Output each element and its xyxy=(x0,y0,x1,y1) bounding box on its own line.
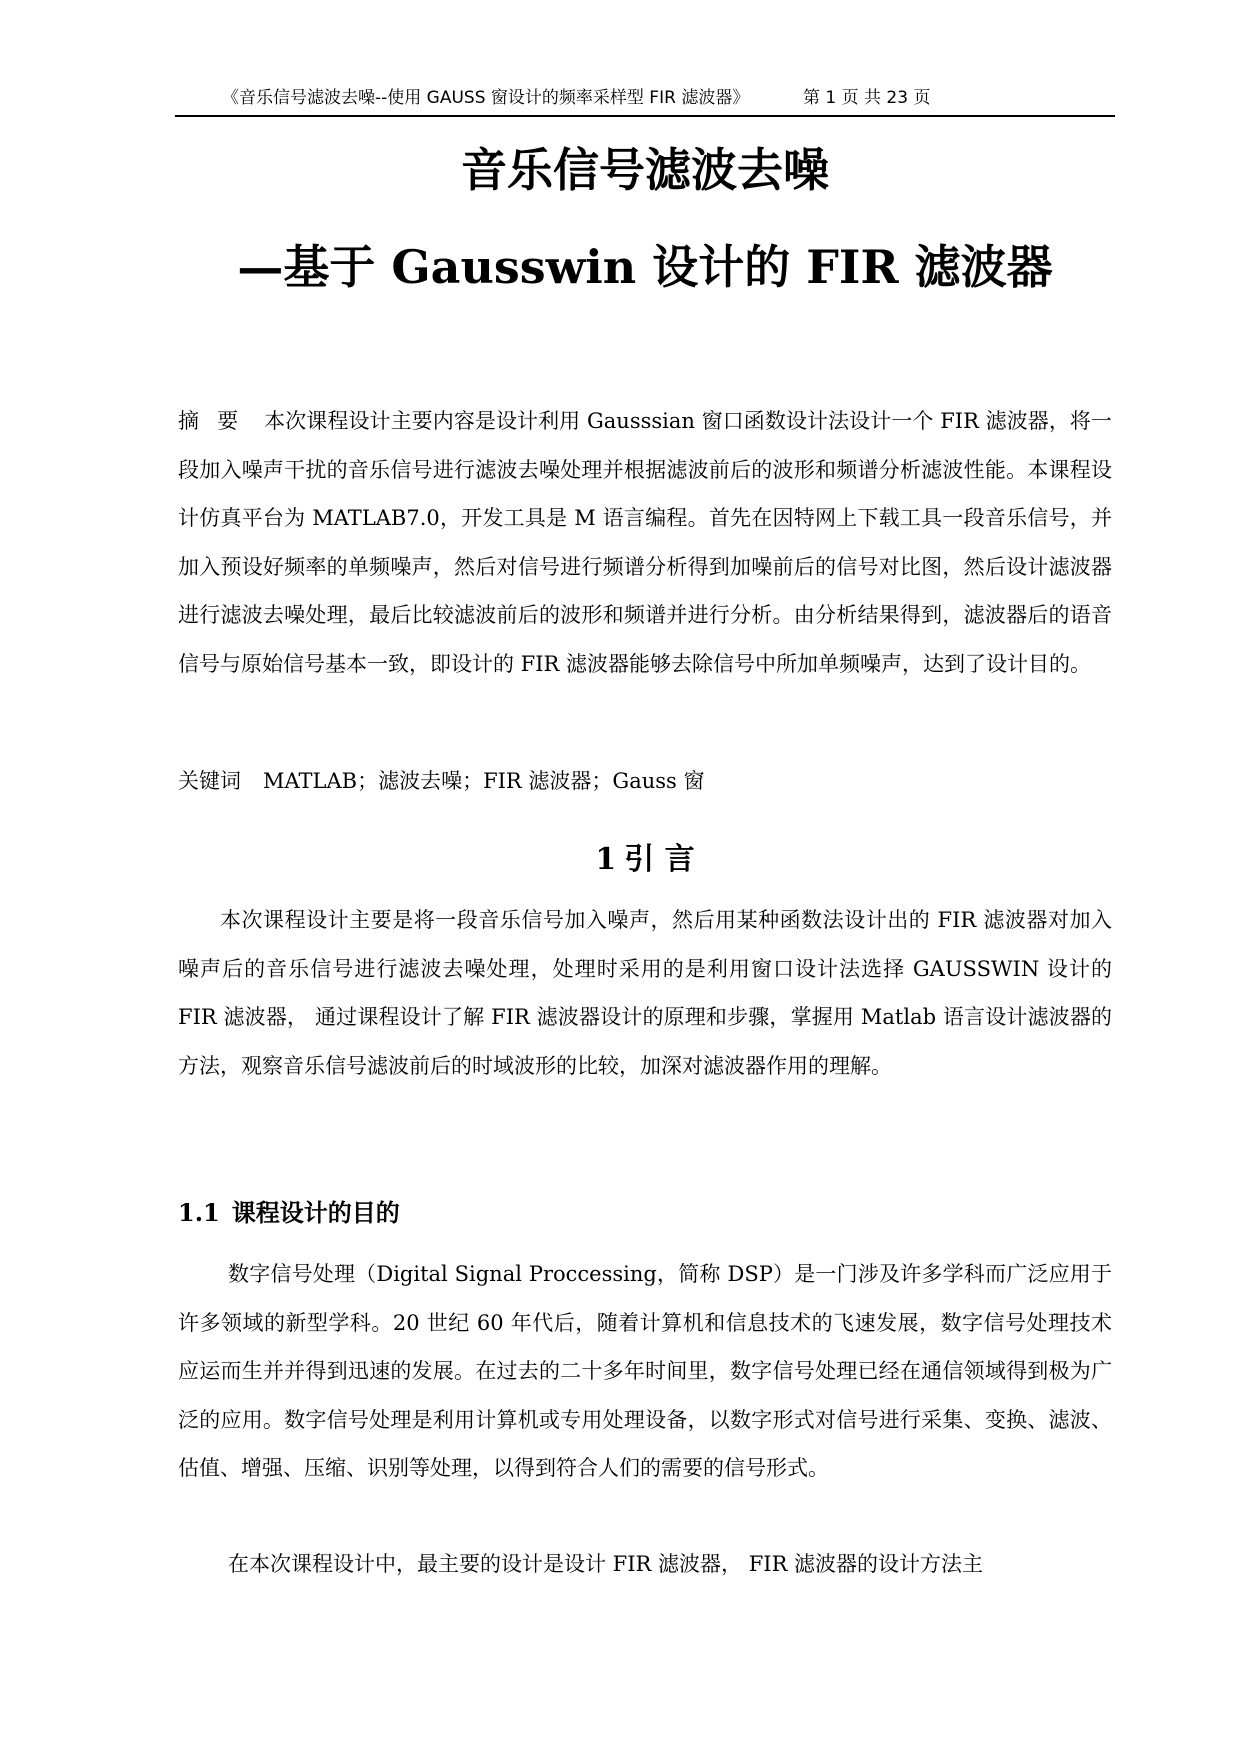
design-paragraph: 在本次课程设计中，最主要的设计是设计 FIR 滤波器， FIR 滤波器的设计方法主 xyxy=(228,1552,984,1576)
header-rule xyxy=(175,115,1115,117)
section-heading-introduction xyxy=(175,838,1115,882)
subsection-title: 课程设计的目的 xyxy=(231,1199,400,1227)
abstract xyxy=(178,397,1112,688)
subsection-number: 1.1 xyxy=(178,1198,220,1227)
document-title: 音乐信号滤波去噪 xyxy=(461,143,829,197)
keywords-text: MATLAB；滤波去噪；FIR 滤波器；Gauss 窗 xyxy=(263,769,705,793)
subsection-heading-purpose xyxy=(178,1193,400,1233)
header-page-info: 第 1 页 共 23 页 xyxy=(803,88,931,108)
abstract-label: 摘要 xyxy=(178,409,257,433)
abstract-text: 本次课程设计主要内容是设计利用 Gausssian 窗口函数设计法设计一个 FIR 滤波器，将一段加入噪声干扰的音乐信号进行滤波去噪处理并根据滤波前后的波形和频谱分析滤波性能。本课程设计仿真平台为 MATLAB7.0，开发工具是 M 语言编程。首先在因特网上下载工具一段音乐信号，并加入预设好频率的单频噪声，然后对信号进行频谱分析得到加噪前后的信号对比图，然后设计滤波器进行滤波去噪处理，最后比较滤波前后的波形和频谱并进行分析。由分析结果得到，滤波器后的语音信号与原始信号基本一致，即设计的 FIR 滤波器能够去除信号中所加单频噪声，达到了设计目的。 xyxy=(178,409,1113,676)
section-title: 引 言 xyxy=(624,842,695,877)
introduction-paragraph: 本次课程设计主要是将一段音乐信号加入噪声，然后用某种函数法设计出的 FIR 滤波器对加入噪声后的音乐信号进行滤波去噪处理，处理时采用的是利用窗口设计法选择 GAUSSWIN 设计的 FIR 滤波器， 通过课程设计了解 FIR 滤波器设计的原理和步骤，掌握用 Matlab 语言设计滤波器的方法，观察音乐信号滤波前后的时域波形的比较，加深对滤波器作用的理解。 xyxy=(178,908,1112,1078)
section-number: 1 xyxy=(595,842,617,877)
header-document-title: 《音乐信号滤波去噪--使用 GAUSS 窗设计的频率采样型 FIR 滤波器》 xyxy=(222,88,750,108)
purpose-paragraph: 数字信号处理（Digital Signal Proccessing，简称 DSP）是一门涉及许多学科而广泛应用于许多领域的新型学科。20 世纪 60 年代后，随着计算机和信息技术的飞速发展，数字信号处理技术应运而生并并得到迅速的发展。在过去的二十多年时间里，数字信号处理已经在通信领域得到极为广泛的应用。数字信号处理是利用计算机或专用处理设备，以数字形式对信号进行采集、变换、滤波、估值、增强、压缩、识别等处理，以得到符合人们的需要的信号形式。 xyxy=(178,1262,1112,1480)
keywords xyxy=(178,757,704,805)
document-subtitle: —基于 Gausswin 设计的 FIR 滤波器 xyxy=(237,240,1053,294)
keywords-label: 关键词 xyxy=(178,769,241,793)
